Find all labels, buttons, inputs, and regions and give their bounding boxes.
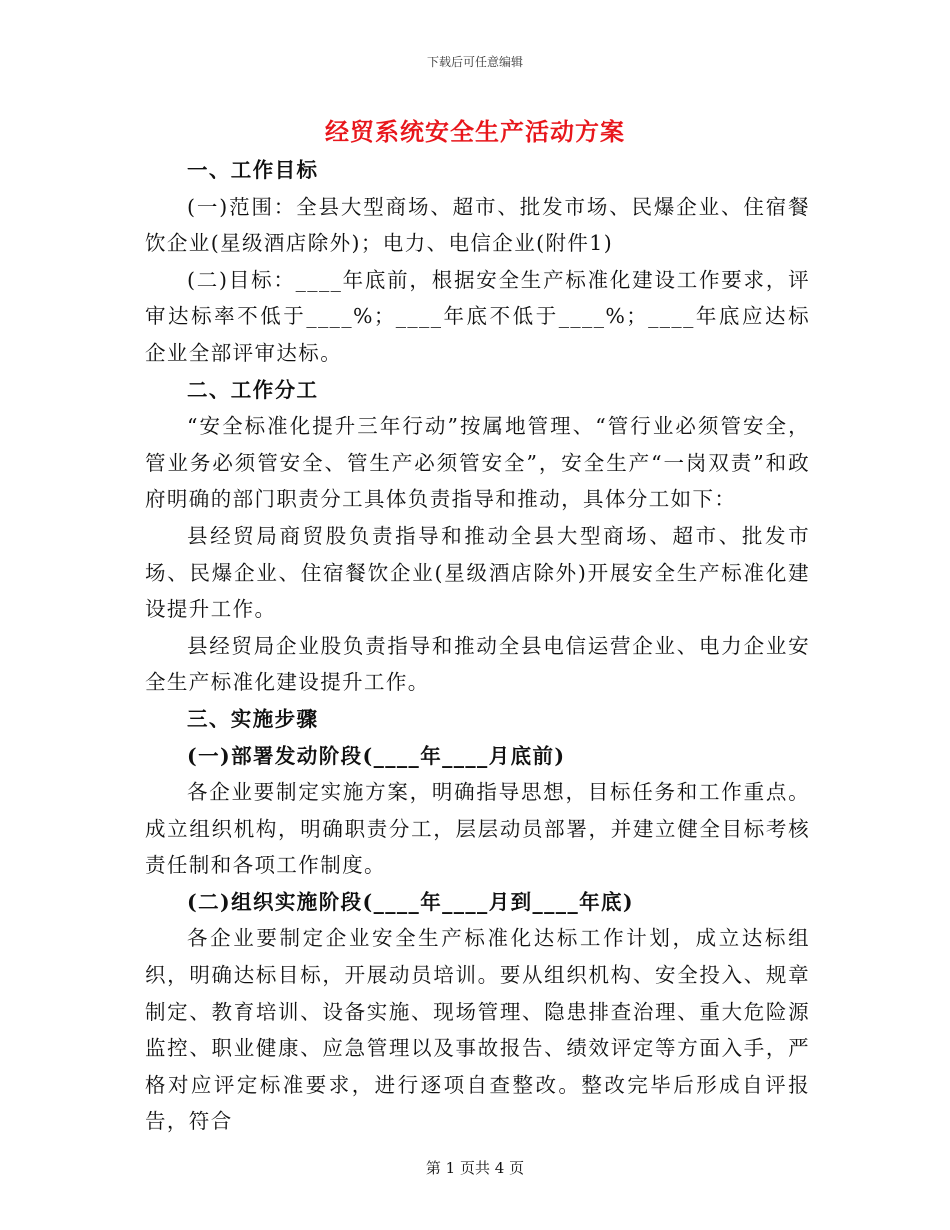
section-heading-steps: 三、实施步骤: [187, 706, 319, 731]
paragraph-division-intro: “安全标准化提升三年行动”按属地管理、“管行业必须管安全，管业务必须管安全、管生产必须管安全”，安全生产“一岗双责”和政府明确的部门职责分工具体负责指导和推动，具体分工如下：: [145, 414, 810, 512]
document-body: [145, 152, 810, 1140]
paragraph-target: (二)目标：____年底前，根据安全生产标准化建设工作要求，评审达标率不低于____%；____年底不低于____%；____年底应达标企业全部评审达标。: [145, 267, 810, 365]
subheading-deployment: (一)部署发动阶段(____年____月底前): [187, 743, 566, 768]
document-title: 经贸系统安全生产活动方案: [325, 117, 625, 146]
paragraph-implementation: 各企业要制定企业安全生产标准化达标工作计划，成立达标组织，明确达标目标，开展动员培训。要从组织机构、安全投入、规章制定、教育培训、设备实施、现场管理、隐患排查治理、重大危险源监控、职业健康、应急管理以及事故报告、绩效评定等方面入手，严格对应评定标准要求，进行逐项自查整改。整改完毕后形成自评报告，符合: [145, 926, 810, 1134]
subheading-implementation: (二)组织实施阶段(____年____月到____年底): [187, 889, 634, 914]
paragraph-commerce-unit: 县经贸局商贸股负责指导和推动全县大型商场、超市、批发市场、民爆企业、住宿餐饮企业(星级酒店除外)开展安全生产标准化建设提升工作。: [145, 523, 810, 622]
header-note: 下载后可任意编辑: [426, 55, 523, 69]
section-heading-goals: 一、工作目标: [187, 158, 319, 182]
paragraph-scope: (一)范围：全县大型商场、超市、批发市场、民爆企业、住宿餐饮企业(星级酒店除外)；电力、电信企业(附件1): [145, 194, 810, 256]
section-heading-division: 二、工作分工: [187, 377, 319, 402]
paragraph-deployment: 各企业要制定实施方案，明确指导思想，目标任务和工作重点。成立组织机构，明确职责分工，层层动员部署，并建立健全目标考核责任制和各项工作制度。: [145, 780, 810, 878]
paragraph-enterprise-unit: 县经贸局企业股负责指导和推动全县电信运营企业、电力企业安全生产标准化建设提升工作。: [145, 633, 810, 695]
page-footer: 第 1 页共 4 页: [425, 1159, 525, 1177]
